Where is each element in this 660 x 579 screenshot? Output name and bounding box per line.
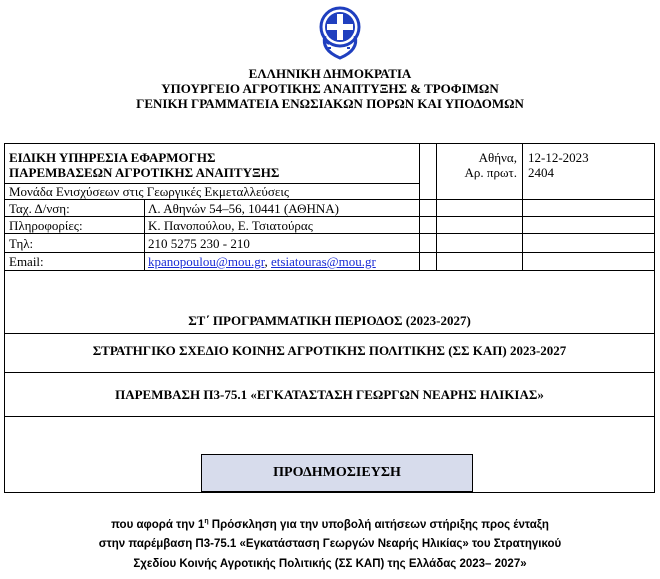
- plan-title: ΣΤΡΑΤΗΓΙΚΟ ΣΧΕΔΙΟ ΚΟΙΝΗΣ ΑΓΡΟΤΙΚΗΣ ΠΟΛΙΤΙΚΗΣ (ΣΣ ΚΑΠ) 2023-2027: [92, 343, 567, 358]
- greek-emblem-icon: [319, 6, 361, 62]
- footer-line-1: [0, 515, 660, 532]
- info-label: Πληροφορίες:: [9, 218, 83, 233]
- service-name-line1: ΕΙΔΙΚΗ ΥΠΗΡΕΣΙΑ ΕΦΑΡΜΟΓΗΣ: [9, 150, 216, 165]
- footer-line-1-text: που αφορά την 1: [111, 518, 205, 531]
- address-value: Λ. Αθηνών 54–56, 10441 (ΑΘΗΝΑ): [148, 201, 340, 216]
- period-title: ΣΤ΄ ΠΡΟΓΡΑΜΜΑΤΙΚΗ ΠΕΡΙΟΔΟΣ (2023-2027): [188, 313, 471, 328]
- address-label: Ταχ. Δ/νση:: [9, 201, 70, 216]
- row-divider: [4, 416, 655, 417]
- row-divider: [4, 216, 655, 217]
- row-divider: [4, 333, 655, 334]
- republic-heading: ΕΛΛΗΝΙΚΗ ΔΗΜΟΚΡΑΤΙΑ: [248, 66, 412, 81]
- row-divider: [4, 233, 655, 234]
- phone-value: 210 5275 230 - 210: [148, 236, 250, 251]
- footer-line-1-rest: Πρόσκληση για την υποβολή αιτήσεων στήριξης προς ένταξη: [208, 518, 549, 531]
- col-divider: [436, 143, 437, 270]
- footer-superscript: η: [204, 518, 209, 525]
- email-link-1[interactable]: kpanopoulou@mou.gr: [148, 254, 265, 269]
- footer-line-3: Σχεδίου Κοινής Αγροτικής Πολιτικής (ΣΣ ΚΑΠ) της Ελλάδας 2023– 2027»: [133, 558, 527, 570]
- col-divider: [144, 199, 145, 270]
- info-value: Κ. Πανοπούλου, Ε. Τσιατούρας: [148, 218, 313, 233]
- announcement-title: ΠΡΟΔΗΜΟΣΙΕΥΣΗ: [273, 465, 401, 480]
- document-date: 12-12-2023: [528, 150, 589, 165]
- protocol-label: Αρ. πρωτ.: [464, 165, 517, 180]
- col-divider: [522, 143, 523, 270]
- ministry-heading: ΥΠΟΥΡΓΕΙΟ ΑΓΡΟΤΙΚΗΣ ΑΝΑΠΤΥΞΗΣ & ΤΡΟΦΙΜΩΝ: [161, 81, 499, 96]
- protocol-number: 2404: [528, 165, 554, 180]
- email-values: [148, 254, 376, 269]
- service-name-line2: ΠΑΡΕΜΒΑΣΕΩΝ ΑΓΡΟΤΙΚΗΣ ΑΝΑΠΤΥΞΗΣ: [9, 165, 280, 180]
- place-label: Αθήνα,: [478, 150, 517, 165]
- row-divider: [4, 372, 655, 373]
- email-link-2[interactable]: etsiatouras@mou.gr: [271, 254, 376, 269]
- secretariat-heading: ΓΕΝΙΚΗ ΓΡΑΜΜΑΤΕΙΑ ΕΝΩΣΙΑΚΩΝ ΠΟΡΩΝ ΚΑΙ ΥΠΟΔΟΜΩΝ: [136, 96, 524, 111]
- row-divider: [4, 252, 655, 253]
- col-divider: [419, 143, 420, 270]
- announcement-box: [201, 454, 473, 492]
- footer-line-2: στην παρέμβαση Π3-75.1 «Εγκατάσταση Γεωργών Νεαρής Ηλικίας» του Στρατηγικού: [98, 538, 562, 550]
- email-label: Email:: [9, 254, 44, 269]
- phone-label: Τηλ:: [9, 236, 34, 251]
- row-divider: [4, 270, 655, 271]
- row-divider: [4, 199, 655, 200]
- unit-name: Μονάδα Ενισχύσεων στις Γεωργικές Εκμεταλλεύσεις: [9, 184, 289, 199]
- email-separator: ,: [264, 254, 268, 269]
- intervention-title: ΠΑΡΕΜΒΑΣΗ Π3-75.1 «ΕΓΚΑΤΑΣΤΑΣΗ ΓΕΩΡΓΩΝ ΝΕΑΡΗΣ ΗΛΙΚΙΑΣ»: [115, 387, 544, 402]
